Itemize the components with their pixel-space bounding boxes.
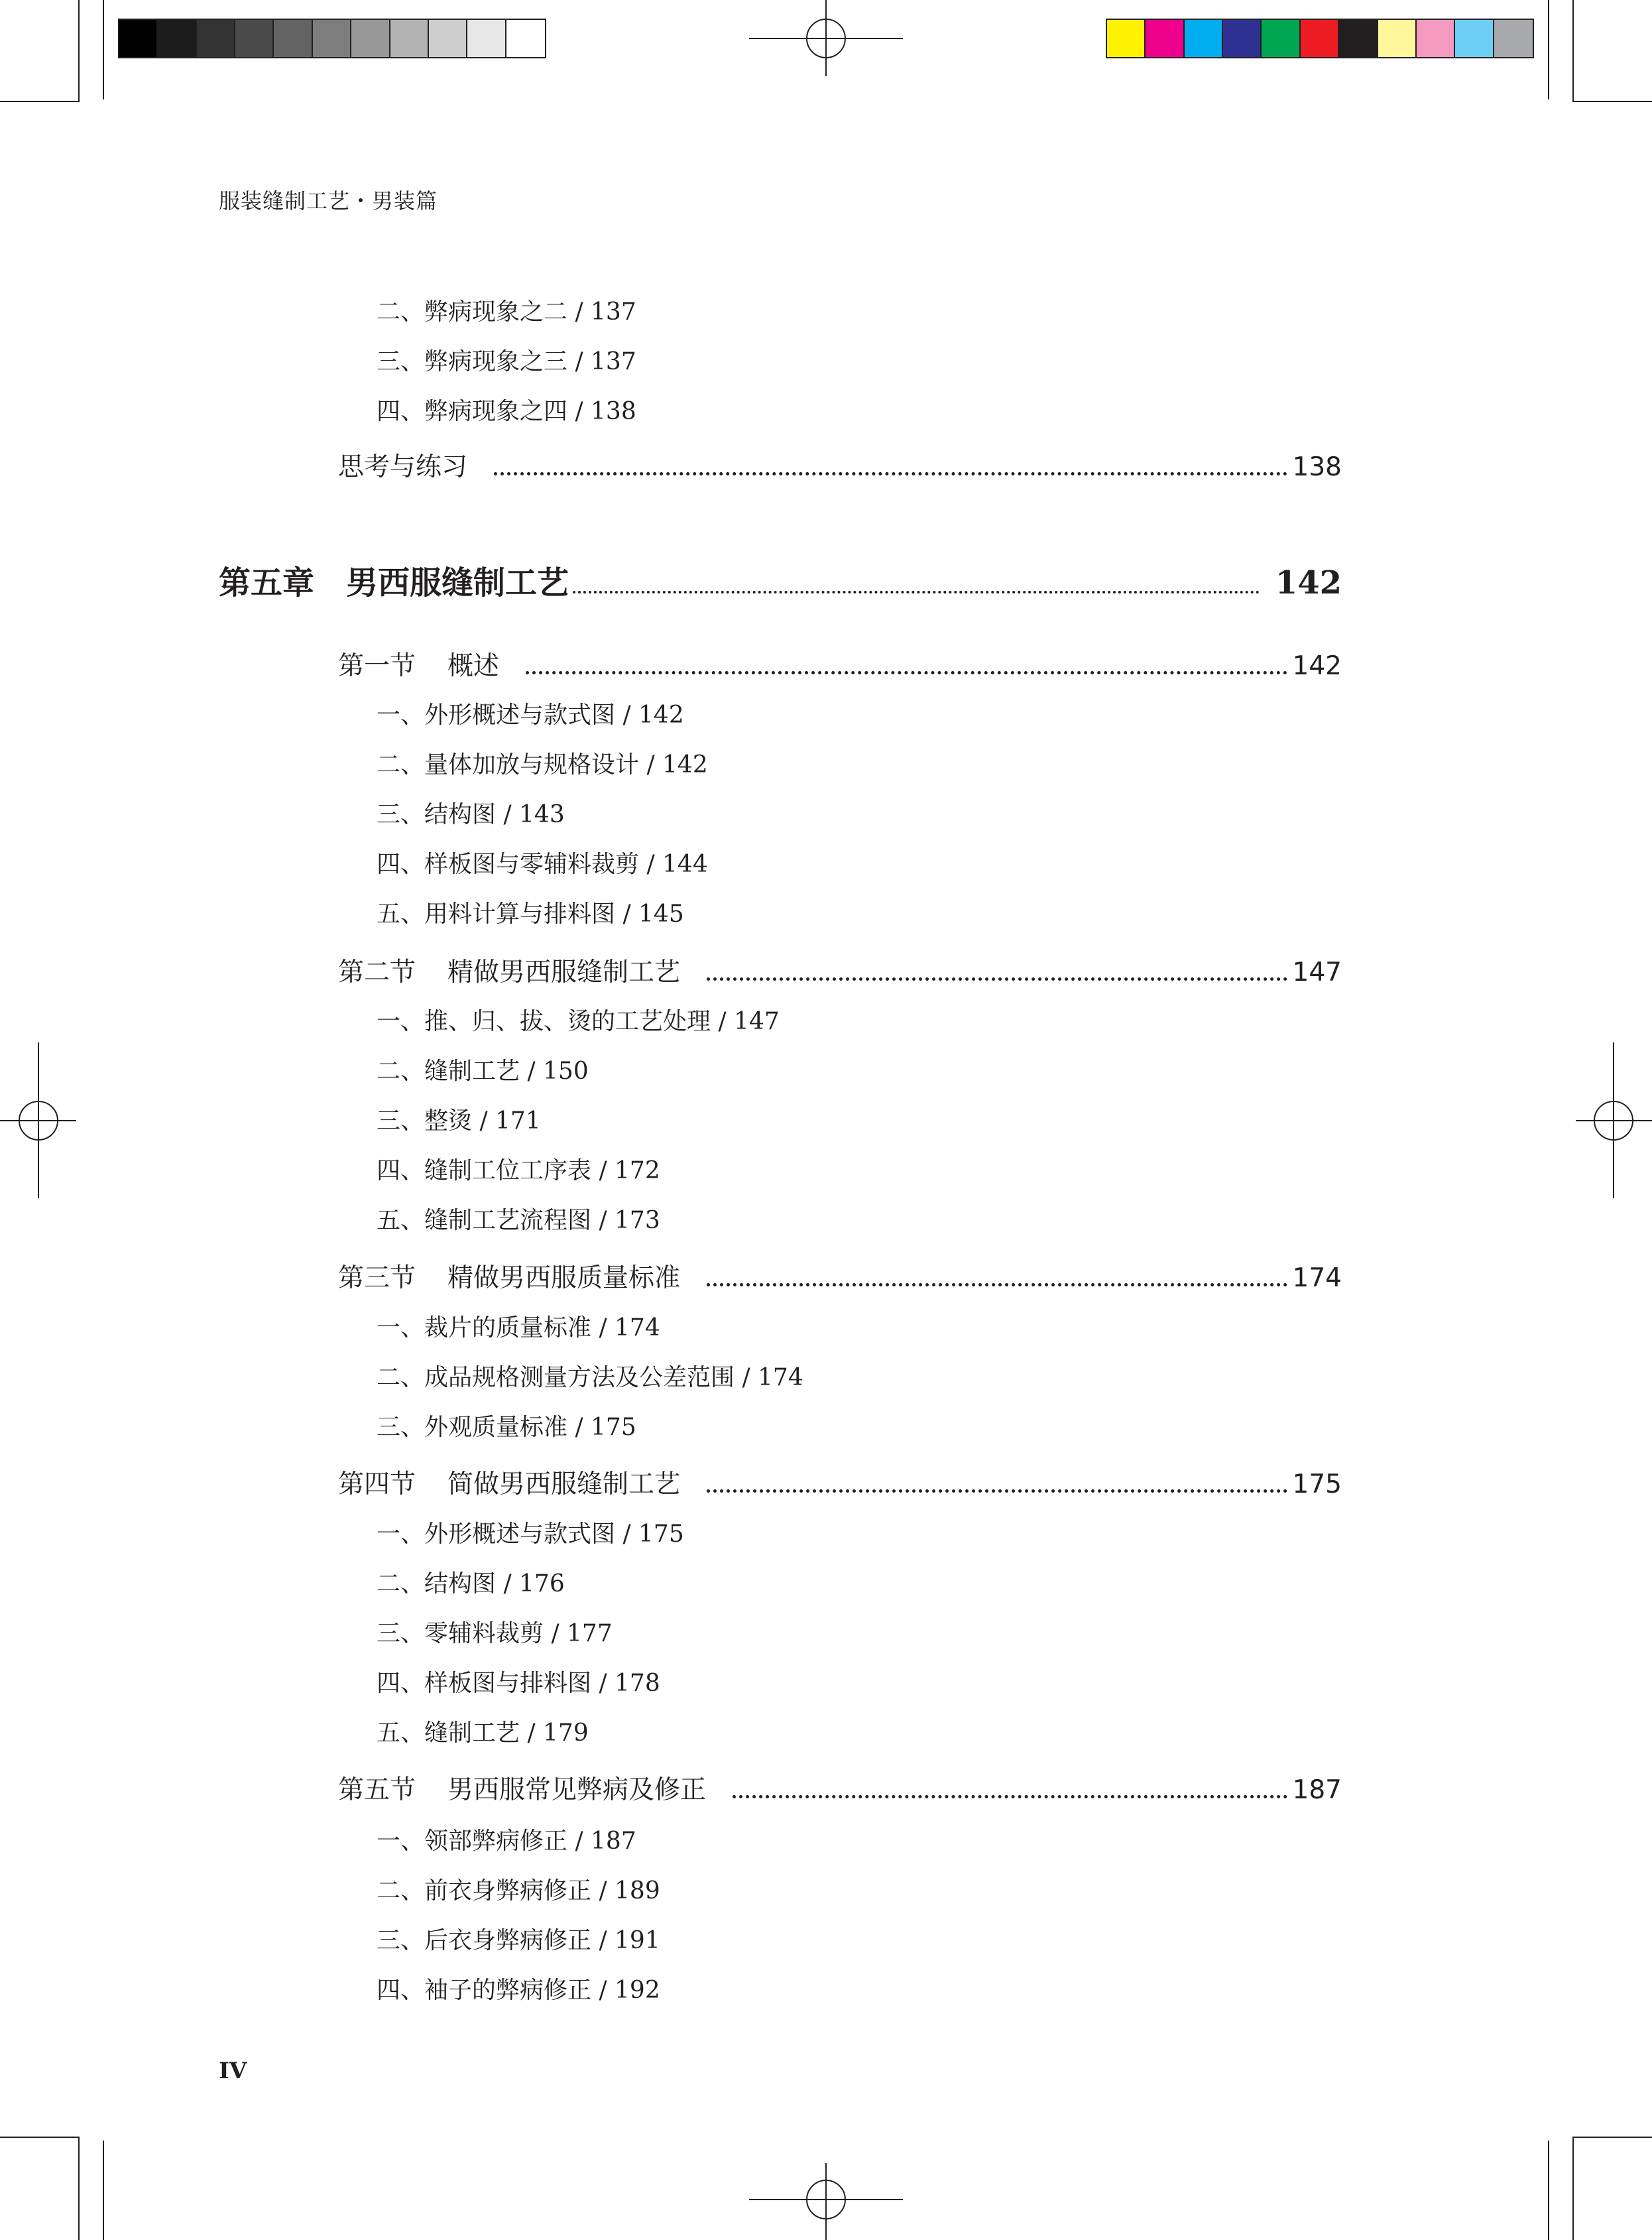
exercise-title: 思考与练习	[338, 452, 468, 482]
toc-item: 二、结构图 / 176	[377, 1570, 565, 1597]
toc-item: 三、结构图 / 143	[377, 801, 565, 828]
toc-item: 四、缝制工位工序表 / 172	[377, 1157, 660, 1184]
toc-chapter-entry	[219, 557, 1342, 603]
section-page: 174	[1292, 1263, 1342, 1293]
toc-item: 四、袖子的弊病修正 / 192	[377, 1977, 660, 2004]
toc-item: 一、裁片的质量标准 / 174	[377, 1314, 660, 1341]
toc-item: 一、领部弊病修正 / 187	[377, 1828, 636, 1855]
toc-item: 三、整烫 / 171	[377, 1107, 541, 1135]
dot-leader	[494, 472, 1287, 475]
toc-section-entry	[338, 1257, 1342, 1294]
section-number: 第四节	[338, 1469, 416, 1499]
toc-item: 五、用料计算与排料图 / 145	[377, 901, 684, 928]
toc-item: 二、弊病现象之二 / 137	[377, 298, 636, 326]
section-title: 精做男西服质量标准	[447, 1263, 681, 1293]
dot-leader	[707, 1489, 1287, 1493]
section-number: 第一节	[338, 651, 416, 681]
toc-item: 一、外形概述与款式图 / 142	[377, 702, 684, 729]
section-title: 精做男西服缝制工艺	[447, 958, 681, 987]
toc-item: 一、外形概述与款式图 / 175	[377, 1521, 684, 1548]
toc-item: 二、前衣身弊病修正 / 189	[377, 1877, 660, 1904]
toc-item: 二、量体加放与规格设计 / 142	[377, 751, 708, 778]
toc-item: 三、零辅料裁剪 / 177	[377, 1620, 613, 1647]
page-number: IV	[219, 2058, 247, 2084]
toc-item: 三、后衣身弊病修正 / 191	[377, 1927, 660, 1954]
exercise-page: 138	[1292, 452, 1342, 482]
toc-section-entry	[338, 1463, 1342, 1501]
section-page: 142	[1292, 651, 1342, 681]
toc-item: 五、缝制工艺 / 179	[377, 1719, 589, 1747]
section-number: 第二节	[338, 958, 416, 987]
toc-item: 一、推、归、拔、烫的工艺处理 / 147	[377, 1008, 780, 1035]
toc-item: 二、缝制工艺 / 150	[377, 1058, 589, 1085]
dot-leader	[733, 1795, 1287, 1798]
dot-leader	[707, 977, 1287, 981]
section-number: 第三节	[338, 1263, 416, 1293]
toc-item: 三、外观质量标准 / 175	[377, 1414, 636, 1441]
toc-section-entry	[338, 1769, 1342, 1806]
chapter-number: 第五章	[219, 564, 315, 601]
chapter-title: 男西服缝制工艺	[346, 564, 569, 601]
dot-leader	[573, 591, 1260, 593]
section-title: 男西服常见弊病及修正	[447, 1775, 707, 1805]
section-page: 175	[1292, 1469, 1342, 1499]
toc-item: 四、弊病现象之四 / 138	[377, 398, 636, 425]
section-page: 147	[1292, 958, 1342, 987]
dot-leader	[707, 1283, 1287, 1286]
toc-item: 二、成品规格测量方法及公差范围 / 174	[377, 1364, 803, 1391]
toc-item: 三、弊病现象之三 / 137	[377, 348, 636, 375]
toc-item: 四、样板图与零辅料裁剪 / 144	[377, 851, 708, 878]
toc-exercise-entry	[338, 446, 1342, 483]
section-title: 概述	[447, 651, 500, 681]
running-header: 服装缝制工艺・男装篇	[219, 188, 438, 214]
toc-section-entry	[338, 645, 1342, 682]
chapter-page: 142	[1275, 564, 1342, 601]
section-number: 第五节	[338, 1775, 416, 1805]
section-title: 简做男西服缝制工艺	[447, 1469, 681, 1499]
toc-item: 四、样板图与排料图 / 178	[377, 1670, 660, 1697]
section-page: 187	[1292, 1775, 1342, 1805]
toc-section-entry	[338, 952, 1342, 989]
toc-item: 五、缝制工艺流程图 / 173	[377, 1207, 660, 1234]
dot-leader	[526, 671, 1287, 674]
